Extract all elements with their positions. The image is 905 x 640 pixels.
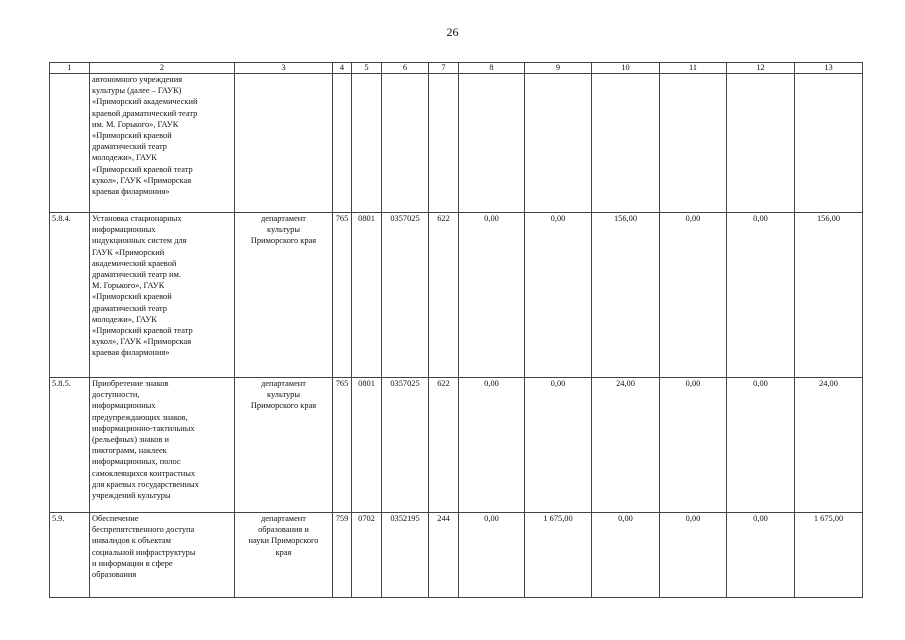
amount-year: 0,00 <box>525 213 592 378</box>
event-name-line: самоклеящихся контрастных <box>92 468 196 478</box>
amount-year: 0,00 <box>459 378 525 513</box>
event-name-line: социальной инфраструктуры <box>92 547 196 557</box>
column-number: 13 <box>795 63 863 74</box>
row-number: 5.8.5. <box>50 378 90 513</box>
event-name-line: драматический театр <box>92 303 167 313</box>
ministry-code: 759 <box>333 513 352 598</box>
section-code: 0801 <box>352 213 382 378</box>
section-code: 0702 <box>352 513 382 598</box>
amount-year: 0,00 <box>459 513 525 598</box>
event-name-line: кукол», ГАУК «Приморская <box>92 337 192 347</box>
column-number: 10 <box>592 63 660 74</box>
amount-year <box>459 74 525 213</box>
event-name <box>90 378 235 513</box>
event-name-line: краевой драматический театр <box>92 108 198 118</box>
ministry-code: 765 <box>333 378 352 513</box>
event-name <box>90 74 235 213</box>
event-name-line: Обеспечение <box>92 514 139 523</box>
event-name-line: кукол», ГАУК «Приморская <box>92 175 192 185</box>
event-name-line: краевая филармония» <box>92 348 170 358</box>
event-name-line: драматический театр <box>92 142 167 152</box>
amount-year: 0,00 <box>727 213 795 378</box>
budget-table <box>49 62 863 598</box>
table-row <box>50 513 863 598</box>
event-name-line: для краевых государственных <box>92 479 199 489</box>
event-name <box>90 513 235 598</box>
column-number: 8 <box>459 63 525 74</box>
amount-year <box>525 74 592 213</box>
table-row <box>50 74 863 213</box>
expense-type-code <box>429 74 459 213</box>
event-name-line: доступности, <box>92 390 140 400</box>
target-article-code: 0352195 <box>382 513 429 598</box>
amount-year: 0,00 <box>660 378 727 513</box>
column-number: 9 <box>525 63 592 74</box>
executor <box>235 513 333 598</box>
column-number: 7 <box>429 63 459 74</box>
amount-year <box>727 74 795 213</box>
event-name-line: информационных, полос <box>92 457 181 467</box>
expense-type-code: 622 <box>429 213 459 378</box>
event-name-line: «Приморский академический <box>92 97 198 107</box>
executor <box>235 213 333 378</box>
event-name-line: информационных <box>92 225 156 235</box>
executor-line: департамент <box>261 214 306 223</box>
event-name-line: автономного учреждения <box>92 75 183 84</box>
event-name-line: и информации в сфере <box>92 558 173 568</box>
section-code: 0801 <box>352 378 382 513</box>
row-number: 5.8.4. <box>50 213 90 378</box>
column-number: 12 <box>727 63 795 74</box>
event-name-line: академический краевой <box>92 258 177 268</box>
event-name-line: краевая филармония» <box>92 187 170 197</box>
amount-year: 0,00 <box>459 213 525 378</box>
column-number: 6 <box>382 63 429 74</box>
amount-year: 1 675,00 <box>525 513 592 598</box>
event-name-line: информационно-тактильных <box>92 423 195 433</box>
event-name-line: образования <box>92 570 137 580</box>
amount-year: 0,00 <box>660 513 727 598</box>
ministry-code: 765 <box>333 213 352 378</box>
amount-year: 0,00 <box>592 513 660 598</box>
event-name-line: «Приморский краевой <box>92 292 172 302</box>
event-name-line: индукционных систем для <box>92 236 187 246</box>
ministry-code <box>333 74 352 213</box>
event-name-line: учреждений культуры <box>92 491 171 501</box>
table-row <box>50 213 863 378</box>
event-name-line: молодежи», ГАУК <box>92 314 157 324</box>
event-name-line: Приобретение знаков <box>92 379 169 388</box>
target-article-code: 0357025 <box>382 213 429 378</box>
column-number-row <box>50 63 863 74</box>
event-name-line: предупреждающих знаков, <box>92 412 188 422</box>
amount-year: 0,00 <box>660 213 727 378</box>
amount-year: 0,00 <box>727 378 795 513</box>
column-number: 5 <box>352 63 382 74</box>
amount-total: 1 675,00 <box>795 513 863 598</box>
amount-total: 156,00 <box>795 213 863 378</box>
section-code <box>352 74 382 213</box>
row-number <box>50 74 90 213</box>
target-article-code: 0357025 <box>382 378 429 513</box>
executor <box>235 74 333 213</box>
amount-year <box>660 74 727 213</box>
amount-year: 24,00 <box>592 378 660 513</box>
amount-total: 24,00 <box>795 378 863 513</box>
event-name-line: (рельефных) знаков и <box>92 435 169 445</box>
executor-line: Приморского края <box>250 236 317 246</box>
event-name-line: ГАУК «Приморский <box>92 247 165 257</box>
column-number: 1 <box>50 63 90 74</box>
executor <box>235 378 333 513</box>
expense-type-code: 622 <box>429 378 459 513</box>
event-name-line: «Приморский краевой театр <box>92 326 193 336</box>
amount-year: 0,00 <box>727 513 795 598</box>
page-number: 26 <box>446 25 459 39</box>
executor-line: департамент <box>261 379 306 388</box>
amount-total <box>795 74 863 213</box>
executor-line: образования и <box>258 525 309 535</box>
column-number: 11 <box>660 63 727 74</box>
executor-line: науки Приморского <box>248 536 319 546</box>
row-number: 5.9. <box>50 513 90 598</box>
event-name-line: информационных <box>92 401 156 411</box>
event-name-line: М. Горького», ГАУК <box>92 281 165 291</box>
event-name-line: «Приморский краевой театр <box>92 164 193 174</box>
expense-type-code: 244 <box>429 513 459 598</box>
event-name-line: «Приморский краевой <box>92 131 172 141</box>
column-number: 3 <box>235 63 333 74</box>
event-name-line: драматический театр им. <box>92 270 181 280</box>
executor-line: культуры <box>267 225 300 235</box>
event-name-line: Установка стационарных <box>92 214 182 223</box>
target-article-code <box>382 74 429 213</box>
executor-line: культуры <box>267 390 300 400</box>
executor-line: Приморского края <box>250 401 317 411</box>
event-name-line: инвалидов к объектам <box>92 536 171 546</box>
event-name-line: пиктограмм, наклеек <box>92 446 167 456</box>
amount-year: 0,00 <box>525 378 592 513</box>
event-name-line: молодежи», ГАУК <box>92 153 157 163</box>
event-name-line: беспрепятственного доступа <box>92 525 195 535</box>
table-row <box>50 378 863 513</box>
event-name-line: им. М. Горького», ГАУК <box>92 119 179 129</box>
amount-year <box>592 74 660 213</box>
amount-year: 156,00 <box>592 213 660 378</box>
executor-line: края <box>275 547 292 557</box>
event-name-line: культуры (далее – ГАУК) <box>92 86 182 96</box>
executor-line: департамент <box>261 514 306 523</box>
column-number: 2 <box>90 63 235 74</box>
event-name <box>90 213 235 378</box>
column-number: 4 <box>333 63 352 74</box>
